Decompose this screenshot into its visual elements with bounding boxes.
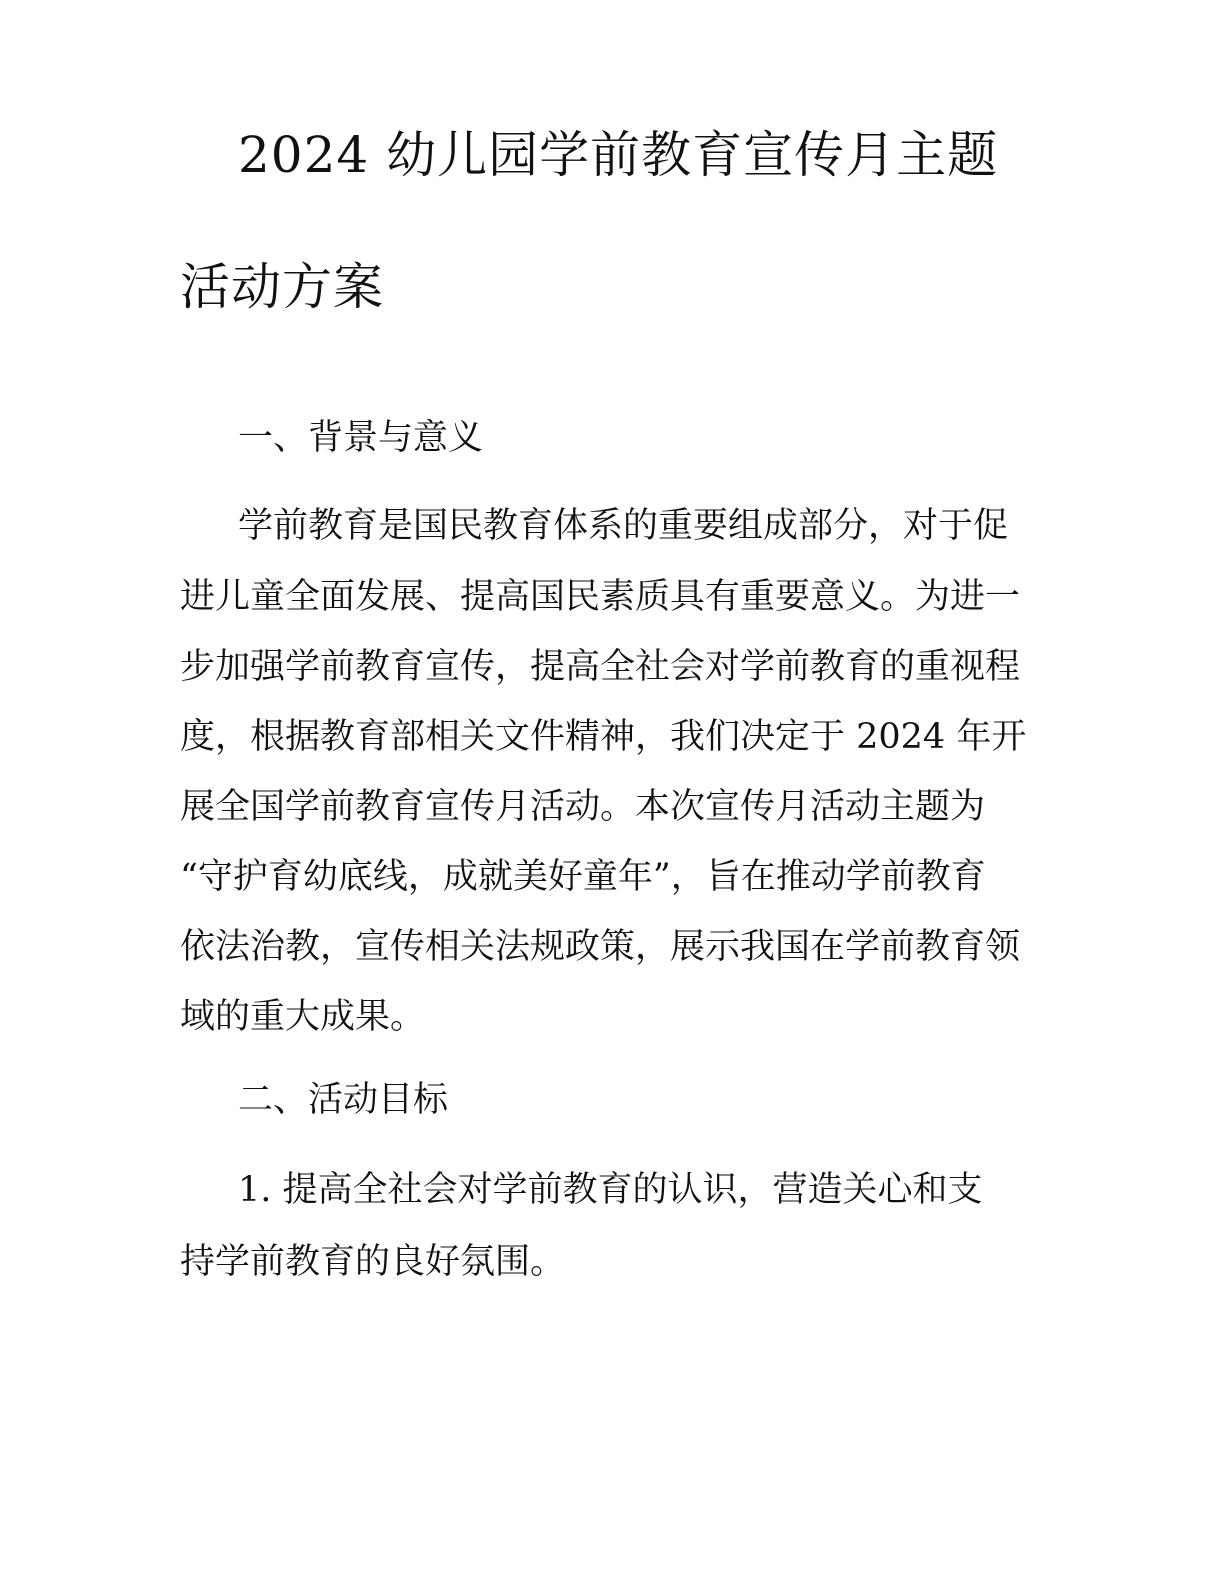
document-title-line-2: 活动方案: [180, 258, 384, 316]
section-heading-background: 一、背景与意义: [238, 418, 484, 458]
paragraph-line: 1. 提高全社会对学前教育的认识，营造关心和支: [238, 1170, 983, 1210]
paragraph-line: 度，根据教育部相关文件精神，我们决定于 2024 年开: [180, 717, 1027, 757]
paragraph-line: 进儿童全面发展、提高国民素质具有重要意义。为进一: [180, 577, 1021, 617]
paragraph-line: 依法治教，宣传相关法规政策，展示我国在学前教育领: [180, 927, 1021, 967]
paragraph-line: 学前教育是国民教育体系的重要组成部分，对于促: [238, 506, 1009, 546]
paragraph-line: 域的重大成果。: [180, 997, 426, 1037]
paragraph-line: 持学前教育的良好氛围。: [180, 1242, 566, 1282]
section-heading-goals: 二、活动目标: [238, 1080, 449, 1120]
paragraph-line: 展全国学前教育宣传月活动。本次宣传月活动主题为: [180, 787, 986, 827]
paragraph-line: “守护育幼底线，成就美好童年”，旨在推动学前教育: [180, 857, 986, 897]
paragraph-line: 步加强学前教育宣传，提高全社会对学前教育的重视程: [180, 647, 1021, 687]
document-title-line-1: 2024 幼儿园学前教育宣传月主题: [238, 126, 999, 184]
